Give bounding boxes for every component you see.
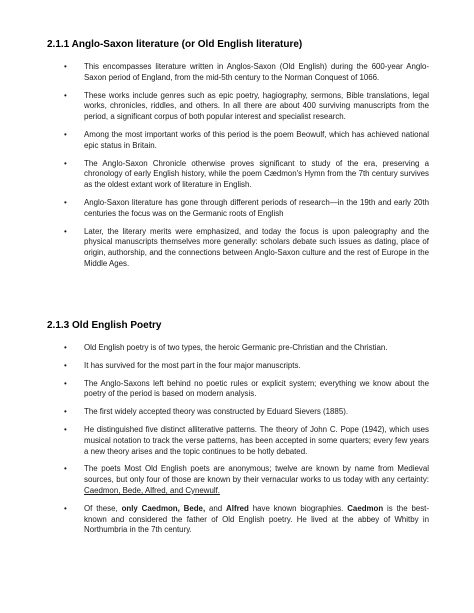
list-item bbox=[47, 91, 429, 123]
bold-text: Alfred bbox=[226, 503, 249, 513]
list-item bbox=[47, 227, 429, 270]
bullet-icon: • bbox=[64, 62, 67, 71]
list-item-text: This encompasses literature written in Anglos-Saxon (Old English) during the 600-year Anglo-Saxon period of England, from the mid-5th century to the Norman Conquest of 1066. bbox=[84, 62, 429, 82]
list-item-text: The first widely accepted theory was constructed by Eduard Sievers (1885). bbox=[84, 407, 349, 417]
list-item-text: Old English poetry is of two types, the heroic Germanic pre-Christian and the Christian. bbox=[84, 343, 388, 352]
bullet-icon: • bbox=[64, 464, 67, 474]
bullet-icon: • bbox=[64, 378, 67, 388]
bullet-icon: • bbox=[64, 424, 67, 434]
list-item-text: Later, the literary merits were emphasized, and today the focus is upon paleography and the physical manuscripts themselves more generally: scholars debate such issues as dating, place of origin, authorship, and the connections between Anglo-Saxon culture and the rest of Europe in the Middle Ages. bbox=[84, 226, 429, 268]
list-item bbox=[47, 407, 429, 418]
section-anglo-saxon-literature bbox=[47, 39, 429, 277]
list-item-text: The poets Most Old English poets are anonymous; twelve are known by name from Medieval sources, but only four of those are known by their vernacular works to us today with any certainty: bbox=[84, 464, 429, 485]
list-item bbox=[47, 464, 429, 496]
list-item bbox=[47, 159, 429, 191]
bullet-icon: • bbox=[64, 129, 67, 139]
list-item-text: Of these, bbox=[84, 503, 122, 513]
list-item-text: These works include genres such as epic poetry, hagiography, sermons, Bible translations, legal works, chronicles, riddles, and others. In all there are about 400 surviving manuscripts from the period, a significant corpus of both popular interest and specialist research. bbox=[84, 90, 429, 122]
list-item bbox=[47, 130, 429, 152]
list-item bbox=[47, 62, 429, 84]
bullet-list bbox=[47, 62, 429, 270]
bold-text: only Caedmon, Bede, bbox=[121, 503, 206, 513]
section-heading: 2.1.1 Anglo-Saxon literature (or Old English literature) bbox=[47, 39, 303, 50]
bullet-icon: • bbox=[64, 158, 67, 168]
list-item-text: He distinguished five distinct alliterative patterns. The theory of John C. Pope (1942), which uses musical notation to track the verse patterns, has been accepted in some quarters; every few years a new theory arises and the topic continues to be hotly debated. bbox=[84, 424, 429, 456]
bullet-icon: • bbox=[64, 197, 67, 207]
bullet-icon: • bbox=[64, 90, 67, 100]
list-item bbox=[47, 425, 429, 457]
list-item-text: is the best-known and considered the father of Old English poetry. He lived at the abbey of Whitby in Northumbria in the 7th century. bbox=[84, 503, 429, 535]
section-heading: 2.1.3 Old English Poetry bbox=[47, 320, 162, 331]
list-item-text: It has survived for the most part in the four major manuscripts. bbox=[84, 360, 301, 370]
list-item-text: and bbox=[205, 503, 227, 513]
list-item bbox=[47, 379, 429, 401]
list-item-text: The Anglo-Saxon Chronicle otherwise proves significant to study of the era, preserving a chronology of early English history, while the poem Cædmon's Hymn from the 7th century survives as the oldest extant work of literature in English. bbox=[84, 158, 429, 190]
list-item bbox=[47, 504, 429, 536]
bullet-list bbox=[47, 343, 429, 536]
list-item-text: have known biographies. bbox=[248, 503, 348, 513]
bullet-icon: • bbox=[64, 226, 67, 236]
bullet-icon: • bbox=[64, 407, 67, 417]
list-item bbox=[47, 198, 429, 220]
list-item-text: Anglo-Saxon literature has gone through different periods of research—in the 19th and early 20th centuries the focus was on the Germanic roots of English bbox=[84, 197, 429, 218]
bullet-icon: • bbox=[64, 360, 67, 370]
bullet-icon: • bbox=[64, 503, 67, 513]
bold-text: Caedmon bbox=[347, 503, 384, 513]
list-item-text: Among the most important works of this period is the poem Beowulf, which has achieved national epic status in Britain. bbox=[84, 129, 429, 150]
bullet-icon: • bbox=[64, 343, 67, 352]
poet-names-underlined: Caedmon, Bede, Alfred, and Cynewulf. bbox=[84, 485, 220, 495]
list-item bbox=[47, 361, 429, 372]
section-old-english-poetry bbox=[47, 320, 429, 543]
list-item bbox=[47, 343, 429, 354]
list-item-text: The Anglo-Saxons left behind no poetic rules or explicit system; everything we know about the poetry of the period is based on modern analysis. bbox=[84, 378, 429, 399]
